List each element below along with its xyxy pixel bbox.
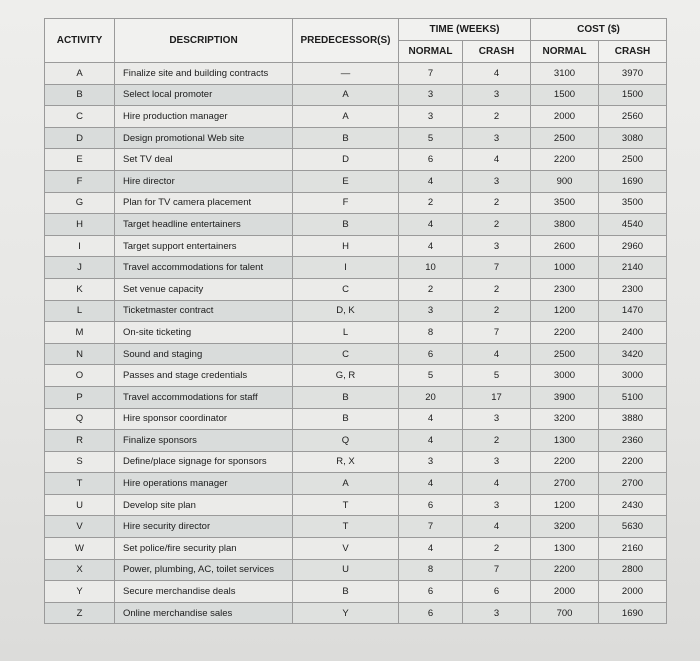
time-crash-cell: 5 (463, 365, 531, 387)
description-cell: Travel accommodations for staff (115, 386, 293, 408)
header-time-crash: CRASH (463, 41, 531, 63)
table-row (45, 451, 667, 473)
time-normal-cell: 7 (399, 63, 463, 85)
cost-crash-cell: 2360 (599, 430, 667, 452)
description-cell: Target support entertainers (115, 235, 293, 257)
predecessors-cell: A (293, 106, 399, 128)
header-time-normal: NORMAL (399, 41, 463, 63)
table-row (45, 106, 667, 128)
activity-cell: Y (45, 581, 115, 603)
time-normal-cell: 3 (399, 84, 463, 106)
description-cell: Finalize sponsors (115, 430, 293, 452)
cost-normal-cell: 2200 (531, 559, 599, 581)
activity-cell: P (45, 386, 115, 408)
predecessors-cell: L (293, 322, 399, 344)
predecessors-cell: E (293, 170, 399, 192)
cost-normal-cell: 3100 (531, 63, 599, 85)
time-normal-cell: 6 (399, 581, 463, 603)
predecessors-cell: B (293, 214, 399, 236)
table-row (45, 322, 667, 344)
predecessors-cell: — (293, 63, 399, 85)
time-crash-cell: 3 (463, 451, 531, 473)
description-cell: Passes and stage credentials (115, 365, 293, 387)
description-cell: Power, plumbing, AC, toilet services (115, 559, 293, 581)
description-cell: Set TV deal (115, 149, 293, 171)
cost-crash-cell: 3880 (599, 408, 667, 430)
time-normal-cell: 2 (399, 278, 463, 300)
cost-normal-cell: 3200 (531, 516, 599, 538)
cost-normal-cell: 2000 (531, 581, 599, 603)
description-cell: Ticketmaster contract (115, 300, 293, 322)
cost-crash-cell: 2500 (599, 149, 667, 171)
time-crash-cell: 2 (463, 538, 531, 560)
cost-normal-cell: 1500 (531, 84, 599, 106)
cost-crash-cell: 4540 (599, 214, 667, 236)
description-cell: Design promotional Web site (115, 127, 293, 149)
activity-cell: Z (45, 602, 115, 624)
time-crash-cell: 4 (463, 343, 531, 365)
time-normal-cell: 4 (399, 235, 463, 257)
table-body (45, 63, 667, 624)
table-row (45, 170, 667, 192)
table-row (45, 581, 667, 603)
cost-crash-cell: 2800 (599, 559, 667, 581)
time-normal-cell: 3 (399, 300, 463, 322)
time-crash-cell: 2 (463, 430, 531, 452)
cost-normal-cell: 900 (531, 170, 599, 192)
time-normal-cell: 5 (399, 365, 463, 387)
table-row (45, 408, 667, 430)
time-crash-cell: 3 (463, 127, 531, 149)
cost-crash-cell: 1470 (599, 300, 667, 322)
activity-cell: W (45, 538, 115, 560)
table-row (45, 127, 667, 149)
description-cell: Hire director (115, 170, 293, 192)
time-normal-cell: 5 (399, 127, 463, 149)
cost-normal-cell: 2500 (531, 127, 599, 149)
description-cell: Travel accommodations for talent (115, 257, 293, 279)
cost-normal-cell: 700 (531, 602, 599, 624)
activity-cell: G (45, 192, 115, 214)
header-cost-crash: CRASH (599, 41, 667, 63)
header-cost-group: COST ($) (531, 19, 667, 41)
predecessors-cell: B (293, 408, 399, 430)
activity-cell: E (45, 149, 115, 171)
header-description: DESCRIPTION (115, 19, 293, 63)
cost-normal-cell: 2500 (531, 343, 599, 365)
cost-normal-cell: 2300 (531, 278, 599, 300)
activity-cell: U (45, 494, 115, 516)
cost-crash-cell: 2400 (599, 322, 667, 344)
time-normal-cell: 6 (399, 149, 463, 171)
activity-cell: V (45, 516, 115, 538)
time-crash-cell: 3 (463, 170, 531, 192)
description-cell: Hire security director (115, 516, 293, 538)
cost-normal-cell: 3000 (531, 365, 599, 387)
activity-cell: O (45, 365, 115, 387)
activity-cell: X (45, 559, 115, 581)
predecessors-cell: R, X (293, 451, 399, 473)
time-crash-cell: 4 (463, 63, 531, 85)
predecessors-cell: T (293, 494, 399, 516)
cost-normal-cell: 2200 (531, 322, 599, 344)
table-row (45, 192, 667, 214)
activity-cell: N (45, 343, 115, 365)
predecessors-cell: C (293, 343, 399, 365)
table-row (45, 257, 667, 279)
description-cell: Hire sponsor coordinator (115, 408, 293, 430)
table-row (45, 494, 667, 516)
cost-crash-cell: 3420 (599, 343, 667, 365)
cost-crash-cell: 1690 (599, 602, 667, 624)
time-crash-cell: 17 (463, 386, 531, 408)
time-normal-cell: 4 (399, 408, 463, 430)
cost-crash-cell: 2700 (599, 473, 667, 495)
time-crash-cell: 2 (463, 278, 531, 300)
table-row (45, 559, 667, 581)
cost-normal-cell: 2200 (531, 149, 599, 171)
time-normal-cell: 4 (399, 430, 463, 452)
predecessors-cell: B (293, 386, 399, 408)
table-row (45, 516, 667, 538)
activity-cell: C (45, 106, 115, 128)
cost-normal-cell: 2200 (531, 451, 599, 473)
cost-crash-cell: 2300 (599, 278, 667, 300)
activity-cell: Q (45, 408, 115, 430)
time-crash-cell: 7 (463, 559, 531, 581)
header-cost-normal: NORMAL (531, 41, 599, 63)
time-normal-cell: 10 (399, 257, 463, 279)
activity-cell: H (45, 214, 115, 236)
cost-crash-cell: 2960 (599, 235, 667, 257)
cost-normal-cell: 2000 (531, 106, 599, 128)
table-row (45, 343, 667, 365)
table-row (45, 278, 667, 300)
cost-normal-cell: 1200 (531, 494, 599, 516)
predecessors-cell: I (293, 257, 399, 279)
table-row (45, 430, 667, 452)
cost-normal-cell: 3200 (531, 408, 599, 430)
activity-cell: F (45, 170, 115, 192)
description-cell: Select local promoter (115, 84, 293, 106)
cost-crash-cell: 3080 (599, 127, 667, 149)
time-normal-cell: 20 (399, 386, 463, 408)
time-normal-cell: 4 (399, 473, 463, 495)
description-cell: Finalize site and building contracts (115, 63, 293, 85)
cost-crash-cell: 3970 (599, 63, 667, 85)
activity-cell: I (45, 235, 115, 257)
time-crash-cell: 2 (463, 300, 531, 322)
description-cell: Target headline entertainers (115, 214, 293, 236)
time-crash-cell: 2 (463, 106, 531, 128)
activity-cell: J (45, 257, 115, 279)
time-crash-cell: 2 (463, 192, 531, 214)
cost-crash-cell: 1690 (599, 170, 667, 192)
predecessors-cell: G, R (293, 365, 399, 387)
predecessors-cell: D, K (293, 300, 399, 322)
cost-crash-cell: 2560 (599, 106, 667, 128)
predecessors-cell: U (293, 559, 399, 581)
time-crash-cell: 3 (463, 494, 531, 516)
description-cell: Define/place signage for sponsors (115, 451, 293, 473)
predecessors-cell: A (293, 473, 399, 495)
table-row (45, 602, 667, 624)
description-cell: Online merchandise sales (115, 602, 293, 624)
time-normal-cell: 6 (399, 602, 463, 624)
description-cell: On-site ticketing (115, 322, 293, 344)
table-row (45, 84, 667, 106)
predecessors-cell: D (293, 149, 399, 171)
activity-cell: L (45, 300, 115, 322)
time-crash-cell: 4 (463, 516, 531, 538)
header-time-group: TIME (WEEKS) (399, 19, 531, 41)
cost-crash-cell: 2430 (599, 494, 667, 516)
predecessors-cell: Y (293, 602, 399, 624)
time-normal-cell: 8 (399, 322, 463, 344)
cost-normal-cell: 1200 (531, 300, 599, 322)
time-crash-cell: 2 (463, 214, 531, 236)
cost-normal-cell: 1300 (531, 538, 599, 560)
predecessors-cell: B (293, 581, 399, 603)
predecessors-cell: V (293, 538, 399, 560)
description-cell: Secure merchandise deals (115, 581, 293, 603)
cost-normal-cell: 1000 (531, 257, 599, 279)
time-normal-cell: 4 (399, 170, 463, 192)
time-crash-cell: 4 (463, 149, 531, 171)
header-predecessors: PREDECESSOR(S) (293, 19, 399, 63)
cost-normal-cell: 2700 (531, 473, 599, 495)
description-cell: Set police/fire security plan (115, 538, 293, 560)
cost-normal-cell: 3500 (531, 192, 599, 214)
table-header (45, 19, 667, 63)
time-crash-cell: 6 (463, 581, 531, 603)
time-normal-cell: 3 (399, 451, 463, 473)
predecessors-cell: Q (293, 430, 399, 452)
description-cell: Plan for TV camera placement (115, 192, 293, 214)
time-normal-cell: 6 (399, 343, 463, 365)
time-normal-cell: 2 (399, 192, 463, 214)
predecessors-cell: T (293, 516, 399, 538)
table-row (45, 300, 667, 322)
table-row (45, 149, 667, 171)
cost-crash-cell: 5630 (599, 516, 667, 538)
predecessors-cell: A (293, 84, 399, 106)
cost-normal-cell: 3800 (531, 214, 599, 236)
table-row (45, 214, 667, 236)
activity-cell: M (45, 322, 115, 344)
cost-crash-cell: 3000 (599, 365, 667, 387)
time-normal-cell: 4 (399, 214, 463, 236)
cost-normal-cell: 1300 (531, 430, 599, 452)
predecessors-cell: B (293, 127, 399, 149)
cost-normal-cell: 3900 (531, 386, 599, 408)
time-normal-cell: 8 (399, 559, 463, 581)
description-cell: Hire production manager (115, 106, 293, 128)
time-crash-cell: 3 (463, 235, 531, 257)
time-crash-cell: 7 (463, 257, 531, 279)
time-crash-cell: 3 (463, 84, 531, 106)
table-row (45, 386, 667, 408)
time-normal-cell: 4 (399, 538, 463, 560)
cost-crash-cell: 1500 (599, 84, 667, 106)
project-activity-table (44, 18, 667, 624)
cost-crash-cell: 2200 (599, 451, 667, 473)
cost-crash-cell: 3500 (599, 192, 667, 214)
activity-cell: S (45, 451, 115, 473)
cost-crash-cell: 5100 (599, 386, 667, 408)
time-normal-cell: 3 (399, 106, 463, 128)
description-cell: Set venue capacity (115, 278, 293, 300)
activity-cell: B (45, 84, 115, 106)
table-row (45, 473, 667, 495)
predecessors-cell: C (293, 278, 399, 300)
header-activity: ACTIVITY (45, 19, 115, 63)
cost-crash-cell: 2160 (599, 538, 667, 560)
cost-normal-cell: 2600 (531, 235, 599, 257)
activity-cell: D (45, 127, 115, 149)
time-normal-cell: 7 (399, 516, 463, 538)
description-cell: Develop site plan (115, 494, 293, 516)
activity-cell: K (45, 278, 115, 300)
time-normal-cell: 6 (399, 494, 463, 516)
time-crash-cell: 3 (463, 408, 531, 430)
cost-crash-cell: 2000 (599, 581, 667, 603)
activity-cell: R (45, 430, 115, 452)
predecessors-cell: H (293, 235, 399, 257)
time-crash-cell: 4 (463, 473, 531, 495)
cost-crash-cell: 2140 (599, 257, 667, 279)
description-cell: Sound and staging (115, 343, 293, 365)
predecessors-cell: F (293, 192, 399, 214)
table-row (45, 365, 667, 387)
activity-cell: T (45, 473, 115, 495)
description-cell: Hire operations manager (115, 473, 293, 495)
time-crash-cell: 3 (463, 602, 531, 624)
table-row (45, 235, 667, 257)
activity-cell: A (45, 63, 115, 85)
time-crash-cell: 7 (463, 322, 531, 344)
table-row (45, 538, 667, 560)
table-row (45, 63, 667, 85)
